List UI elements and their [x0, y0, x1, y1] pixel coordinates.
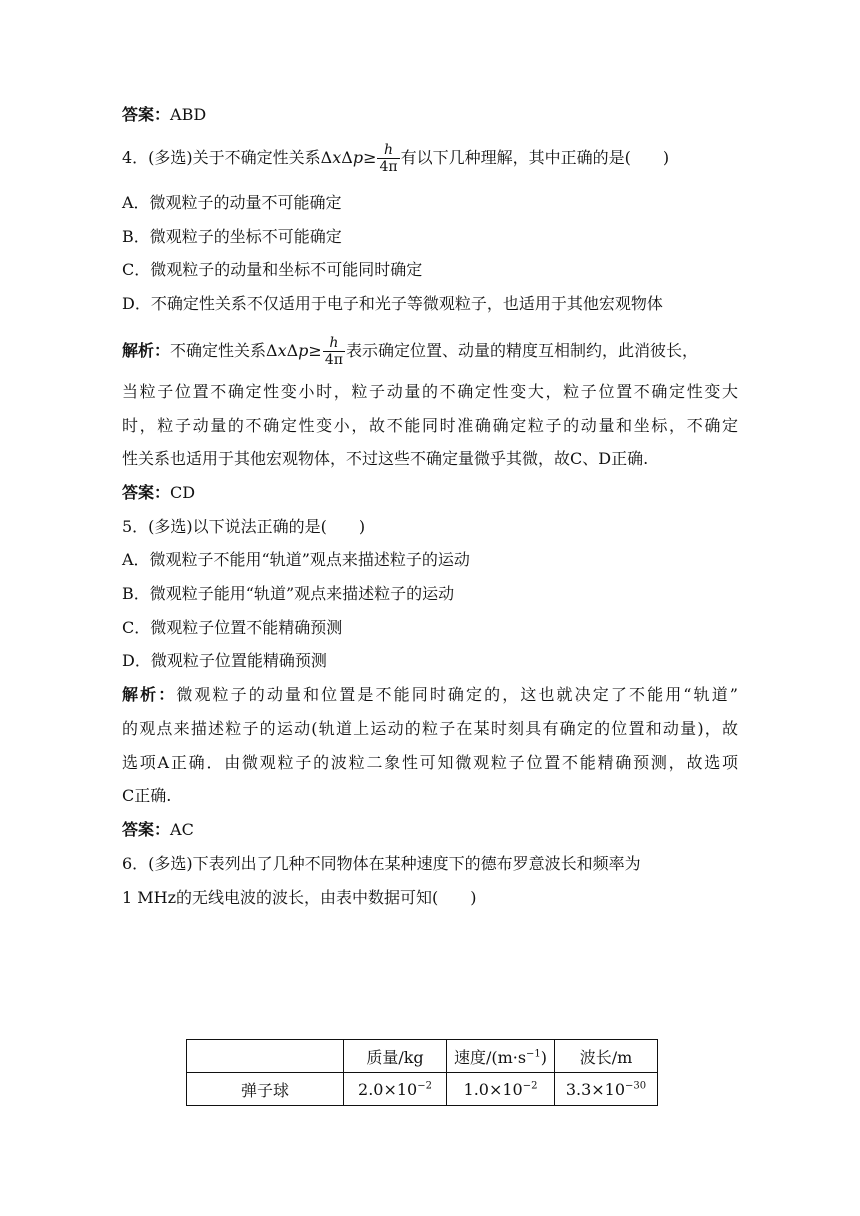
table-cell-name: 弹子球 — [187, 1073, 344, 1106]
table-header-row — [187, 1040, 658, 1073]
q5-stem: 5．(多选)以下说法正确的是( ) — [122, 517, 366, 536]
q5-analysis-line-4: C正确. — [122, 786, 172, 805]
uncertainty-fraction: $\frac{h}{4\pi}$ — [379, 142, 398, 175]
q3-answer: 答案：ABD — [122, 105, 207, 124]
q4-analysis-line-3: 时，粒子动量的不确定性变小，故不能同时准确确定粒子的动量和坐标，不确定 — [122, 416, 738, 435]
q5-analysis-line-3: 选项A正确．由微观粒子的波粒二象性可知微观粒子位置不能精确预测，故选项 — [122, 753, 738, 772]
table-cell-speed: $1.0\times 10^{-2}$ — [447, 1073, 555, 1106]
q6-stem-line-1: 6．(多选)下表列出了几种不同物体在某种速度下的德布罗意波长和频率为 — [122, 854, 641, 873]
q5-option-d: D．微观粒子位置能精确预测 — [122, 651, 327, 670]
q5-option-a: A．微观粒子不能用“轨道”观点来描述粒子的运动 — [122, 550, 470, 569]
table-header-cell: 质量/kg — [344, 1040, 447, 1073]
q5-option-b: B．微观粒子能用“轨道”观点来描述粒子的运动 — [122, 584, 455, 603]
table-header-cell: 波长/m — [555, 1040, 658, 1073]
q4-answer: 答案：CD — [122, 483, 196, 502]
table-row — [187, 1073, 658, 1106]
de-broglie-table — [186, 1039, 658, 1106]
q4-option-c: C．微观粒子的动量和坐标不可能同时确定 — [122, 260, 423, 279]
q5-answer: 答案：AC — [122, 820, 194, 839]
q5-analysis-line-1: 解析：微观粒子的动量和位置是不能同时确定的，这也就决定了不能用“轨道” — [122, 685, 738, 704]
q4-option-b: B．微观粒子的坐标不可能确定 — [122, 227, 342, 246]
uncertainty-fraction-analysis: $\frac{h}{4\pi}$ — [324, 335, 343, 368]
q5-analysis-line-2: 的观点来描述粒子的运动(轨道上运动的粒子在某时刻具有确定的位置和动量)，故 — [122, 719, 738, 738]
q6-stem-line-2: 1 MHz的无线电波的波长，由表中数据可知( ) — [122, 888, 477, 907]
q4-analysis-line-1: 解析：不确定性关系ΔxΔp≥ $\frac{h}{4\pi}$ 表示确定位置、动量的精度互相制约，此消彼长， — [122, 335, 698, 368]
table-cell-mass: $2.0\times 10^{-2}$ — [344, 1073, 447, 1106]
table-header-cell: 速度$/(m\cdot s^{-1})$ — [447, 1040, 555, 1073]
q4-analysis-line-4: 性关系也适用于其他宏观物体，不过这些不确定量微乎其微，故C、D正确. — [122, 449, 649, 468]
q5-option-c: C．微观粒子位置不能精确预测 — [122, 618, 343, 637]
q4-option-d: D．不确定性关系不仅适用于电子和光子等微观粒子，也适用于其他宏观物体 — [122, 294, 663, 313]
q4-option-a: A．微观粒子的动量不可能确定 — [122, 193, 342, 212]
q4-analysis-line-2: 当粒子位置不确定性变小时，粒子动量的不确定性变大，粒子位置不确定性变大 — [122, 382, 738, 401]
q4-stem: 4．(多选)关于不确定性关系ΔxΔp≥ $\frac{h}{4\pi}$ 有以下几种理解，其中正确的是( ) — [122, 142, 670, 175]
table-header-cell — [187, 1040, 344, 1073]
table-cell-wavelength: $3.3\times 10^{-30}$ — [555, 1073, 658, 1106]
